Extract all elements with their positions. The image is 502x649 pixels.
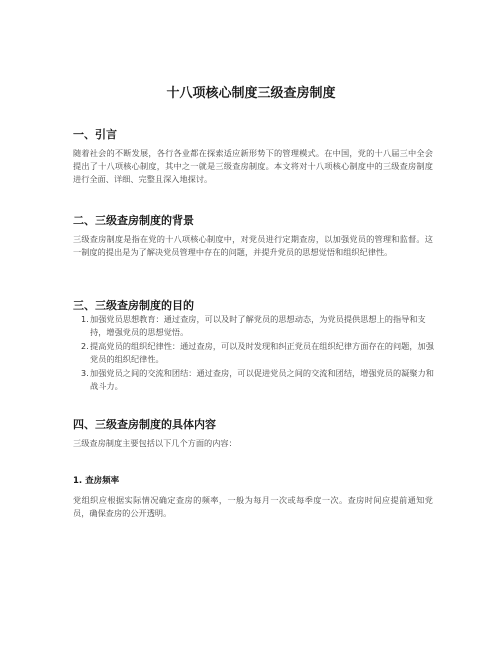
section-heading-purpose: 三、三级查房制度的目的 — [73, 299, 194, 312]
section-body-background: 三级查房制度是指在党的十八项核心制度中，对党员进行定期查房，以加强党员的管理和监督。这一制度的提出是为了解决党员管理中存在的问题，并提升党员的思想觉悟和组织纪律性。 — [73, 234, 433, 257]
section-body-introduction: 随着社会的不断发展，各行各业都在探索适应新形势下的管理模式。在中国，党的十八届三中全会提出了十八项核心制度，其中之一就是三级查房制度。本文将对十八项核心制度中的三级查房制度进行全面、详细、完整且深入地探讨。 — [73, 148, 433, 184]
list-item-number: 3. — [81, 369, 89, 378]
section-heading-introduction: 一、引言 — [73, 128, 117, 141]
list-item-number: 2. — [81, 342, 89, 351]
list-item-text: 加强党员思想教育：通过查房，可以及时了解党员的思想动态，为党员提供思想上的指导和支持，增强党员的思想觉悟。 — [90, 314, 426, 337]
section-heading-content: 四、三级查房制度的具体内容 — [73, 418, 216, 431]
purpose-list — [73, 313, 435, 394]
list-item-text: 加强党员之间的交流和团结：通过查房，可以促进党员之间的交流和团结，增强党员的凝聚力和战斗力。 — [90, 368, 434, 391]
subsection-heading-frequency: 1. 查房频率 — [73, 476, 120, 486]
list-item — [73, 340, 435, 366]
document-title: 十八项核心制度三级查房制度 — [166, 86, 336, 101]
section-body-content: 三级查房制度主要包括以下几个方面的内容： — [73, 438, 237, 448]
list-item — [73, 367, 435, 393]
section-heading-background: 二、三级查房制度的背景 — [73, 214, 194, 227]
list-item — [73, 313, 435, 339]
subsection-body-frequency: 党组织应根据实际情况确定查房的频率，一般为每月一次或每季度一次。查房时间应提前通知党员，确保查房的公开透明。 — [73, 495, 433, 518]
list-item-text: 提高党员的组织纪律性：通过查房，可以及时发现和纠正党员在组织纪律方面存在的问题，加强党员的组织纪律性。 — [90, 341, 434, 364]
list-item-number: 1. — [81, 315, 89, 324]
